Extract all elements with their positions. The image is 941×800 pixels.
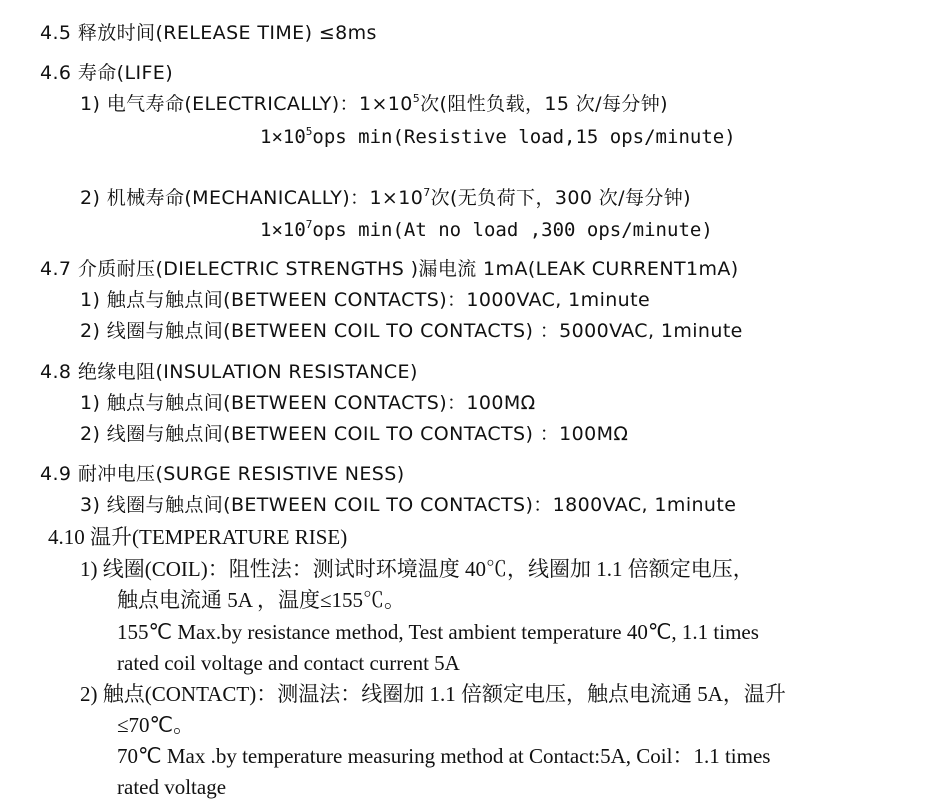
life-mechanical-en-exponent: 7 (305, 218, 313, 231)
life-mechanical-english (260, 218, 713, 241)
section-4-9-title: 4.9 耐冲电压(SURGE RESISTIVE NESS) (40, 463, 405, 485)
temp-rise-contact-en-line2: rated voltage (117, 775, 227, 799)
life-mechanical-exponent: 7 (423, 186, 431, 199)
life-mechanical-detail: 次(无负荷下，300 次/每分钟) (430, 187, 691, 209)
life-mechanical-en-value: 1×10 (260, 219, 306, 241)
temp-rise-coil-en-line2: rated coil voltage and contact current 5A (117, 651, 460, 675)
life-electrical-en-value: 1×10 (260, 126, 306, 148)
dielectric-contacts-item: 1) 触点与触点间(BETWEEN CONTACTS)：1000VAC, 1minute (80, 289, 651, 311)
life-mechanical-text: 2) 机械寿命(MECHANICALLY)：1×10 (80, 187, 424, 209)
temp-rise-coil-en-line1: 155℃ Max.by resistance method, Test ambient temperature 40℃, 1.1 times (117, 620, 759, 644)
section-4-5-title: 4.5 释放时间(RELEASE TIME) ≤8ms (40, 22, 377, 44)
life-electrical-en-detail: ops min(Resistive load,15 ops/minute) (312, 126, 736, 148)
temp-rise-coil-cn-line1: 1) 线圈(COIL)：阻性法：测试时环境温度 40℃，线圈加 1.1 倍额定电压， (80, 557, 754, 581)
temp-rise-coil-cn-line2: 触点电流通 5A ，温度≤155℃。 (117, 588, 406, 612)
surge-coil-item: 3) 线圈与触点间(BETWEEN COIL TO CONTACTS)：1800VAC, 1minute (80, 494, 737, 516)
life-mechanical-item (80, 186, 691, 209)
insulation-coil-item: 2) 线圈与触点间(BETWEEN COIL TO CONTACTS) ：100MΩ (80, 423, 629, 445)
life-mechanical-en-detail: ops min(At no load ,300 ops/minute) (312, 219, 713, 241)
temp-rise-contact-en-line1: 70℃ Max .by temperature measuring method at Contact:5A, Coil：1.1 times (117, 744, 771, 768)
life-electrical-detail: 次(阻性负载，15 次/每分钟) (420, 93, 668, 115)
life-electrical-english (260, 125, 736, 148)
life-electrical-en-exponent: 5 (305, 125, 313, 138)
section-4-8-title: 4.8 绝缘电阻(INSULATION RESISTANCE) (40, 361, 418, 383)
section-4-7-title: 4.7 介质耐压(DIELECTRIC STRENGTHS )漏电流 1mA(LEAK CURRENT1mA) (40, 258, 739, 280)
life-electrical-item (80, 92, 668, 115)
temp-rise-contact-cn-line2: ≤70℃。 (117, 713, 195, 737)
insulation-contacts-item: 1) 触点与触点间(BETWEEN CONTACTS)：100MΩ (80, 392, 536, 414)
dielectric-coil-item: 2) 线圈与触点间(BETWEEN COIL TO CONTACTS) ：5000VAC, 1minute (80, 320, 743, 342)
life-electrical-text: 1) 电气寿命(ELECTRICALLY)：1×10 (80, 93, 413, 115)
life-electrical-exponent: 5 (412, 92, 421, 105)
section-4-10-title: 4.10 温升(TEMPERATURE RISE) (48, 525, 348, 549)
section-4-6-title: 4.6 寿命(LIFE) (40, 62, 174, 84)
temp-rise-contact-cn-line1: 2) 触点(CONTACT)：测温法：线圈加 1.1 倍额定电压，触点电流通 5A，温升 (80, 682, 786, 706)
